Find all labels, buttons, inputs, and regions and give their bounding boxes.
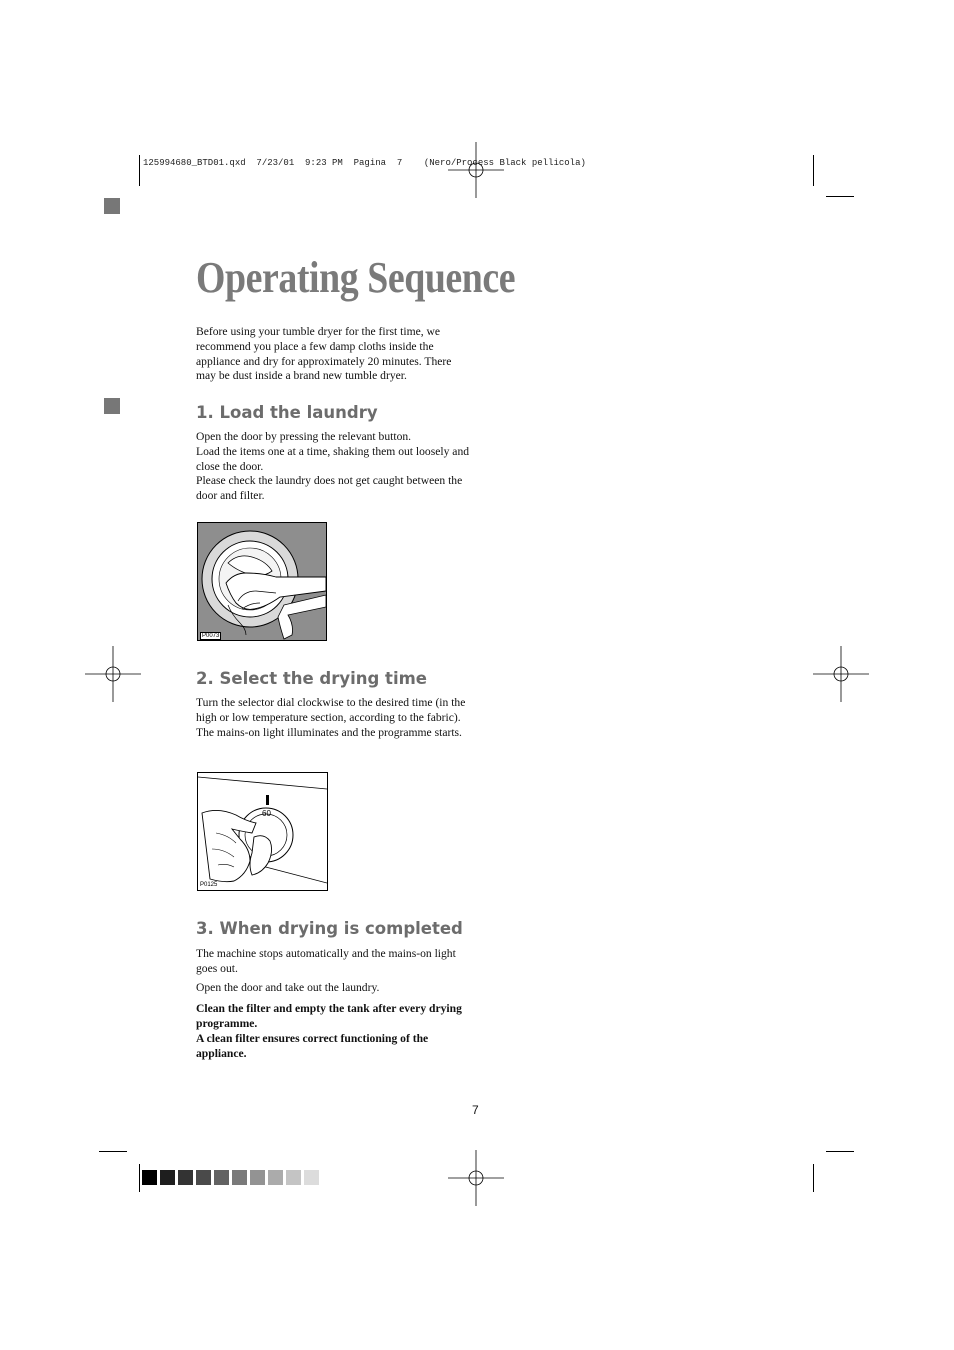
color-bar-swatch bbox=[268, 1170, 283, 1185]
color-bar-swatch bbox=[304, 1170, 319, 1185]
crop-mark-top-right-v bbox=[813, 155, 814, 186]
margin-square bbox=[104, 198, 120, 214]
paragraph: Please check the laundry does not get caught between the door and filter. bbox=[196, 474, 463, 503]
section-1-text bbox=[196, 430, 471, 504]
load-laundry-illustration bbox=[197, 522, 327, 641]
hands-loading-drum-icon bbox=[198, 523, 326, 640]
paragraph: Open the door by pressing the relevant button. bbox=[196, 430, 412, 443]
margin-square bbox=[104, 398, 120, 414]
crop-mark-bottom-left-v bbox=[139, 1164, 140, 1192]
section-2-text bbox=[196, 696, 471, 740]
page-number: 7 bbox=[472, 1103, 479, 1117]
crop-mark-bottom-right-h bbox=[826, 1151, 854, 1152]
bold-notice: Clean the filter and empty the tank after every drying programme. bbox=[196, 1002, 462, 1031]
paragraph: Open the door and take out the laundry. bbox=[196, 980, 380, 994]
registration-mark-icon bbox=[85, 646, 141, 702]
section-heading-select-drying-time: 2. Select the drying time bbox=[196, 669, 427, 688]
image-code: P0125 bbox=[200, 882, 218, 888]
print-slug: 125994680_BTD01.qxd 7/23/01 9:23 PM Pagina 7 (Nero/Process Black pellicola) bbox=[143, 158, 586, 168]
color-bar-swatch bbox=[250, 1170, 265, 1185]
color-bar-swatch bbox=[196, 1170, 211, 1185]
registration-mark-icon bbox=[448, 1150, 504, 1206]
intro-paragraph: Before using your tumble dryer for the first time, we recommend you place a few damp cloths inside the appliance and dry for approximately 20 minutes. There may be dust inside a brand new tumble dryer. bbox=[196, 325, 452, 383]
crop-mark-bottom-right-v bbox=[813, 1164, 814, 1192]
color-bar-swatch bbox=[160, 1170, 175, 1185]
color-bar-swatch bbox=[142, 1170, 157, 1185]
paragraph: The mains-on light illuminates and the programme starts. bbox=[196, 725, 462, 739]
section-heading-load-laundry: 1. Load the laundry bbox=[196, 403, 378, 422]
color-bar-swatch bbox=[286, 1170, 301, 1185]
hand-turning-dial-icon bbox=[198, 773, 327, 890]
section-3-text bbox=[196, 947, 464, 1062]
bold-notice: A clean filter ensures correct functioning of the appliance. bbox=[196, 1031, 429, 1060]
selector-dial-illustration bbox=[197, 772, 328, 891]
color-bar-swatch bbox=[232, 1170, 247, 1185]
paragraph: The machine stops automatically and the mains-on light goes out. bbox=[196, 947, 456, 975]
paragraph: Turn the selector dial clockwise to the desired time (in the high or low temperature section, according to the fabric). bbox=[196, 696, 466, 724]
registration-mark-icon bbox=[813, 646, 869, 702]
registration-mark-icon bbox=[448, 142, 504, 198]
paragraph: Load the items one at a time, shaking them out loosely and close the door. bbox=[196, 444, 470, 473]
crop-mark-top-right-h bbox=[826, 196, 854, 197]
page-title: Operating Sequence bbox=[196, 253, 516, 302]
color-bar-swatch bbox=[214, 1170, 229, 1185]
crop-mark-bottom-left-h bbox=[99, 1151, 127, 1152]
section-heading-drying-completed: 3. When drying is completed bbox=[196, 919, 463, 938]
color-bar-swatch bbox=[178, 1170, 193, 1185]
crop-mark-top-left bbox=[139, 155, 140, 186]
image-code: P0073 bbox=[202, 633, 220, 639]
dial-label: 60 bbox=[262, 809, 271, 818]
